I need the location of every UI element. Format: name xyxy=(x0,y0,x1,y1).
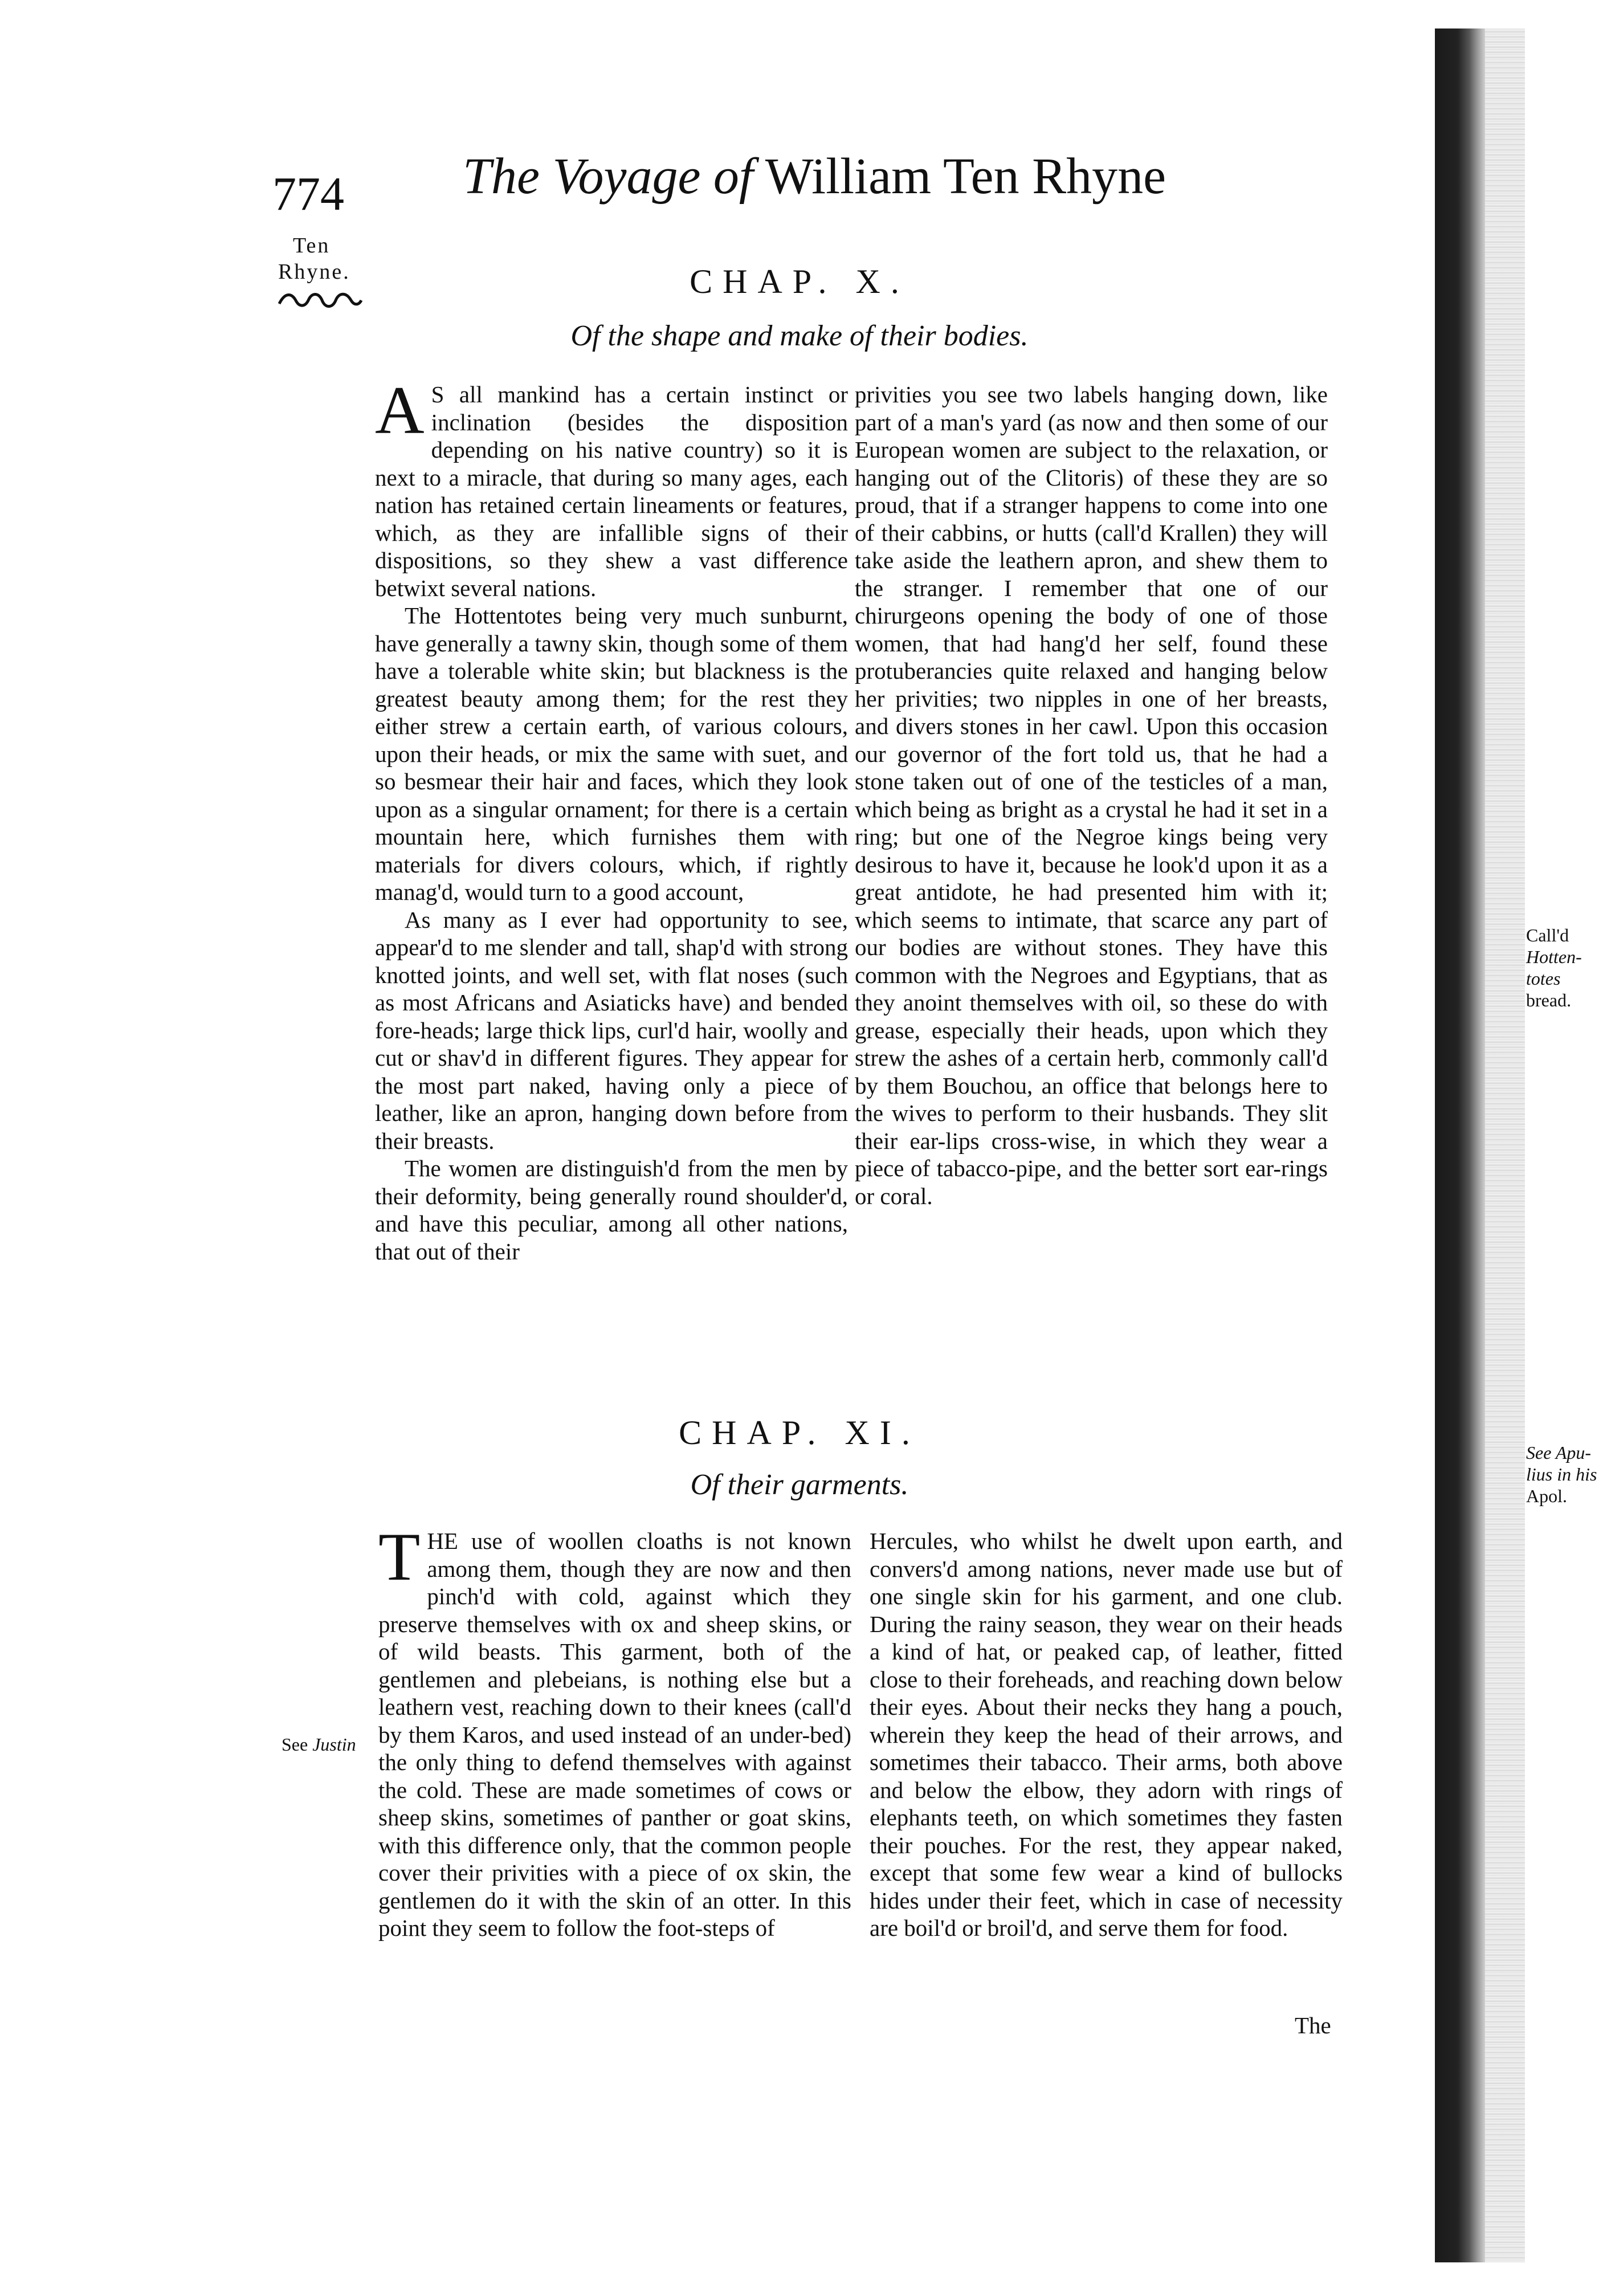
chapter-x-para-1 xyxy=(375,372,848,602)
margin-note-apuleius-line2: lius in his xyxy=(1526,1464,1597,1485)
chapter-xi-dropcap: T xyxy=(378,1519,421,1594)
book-binding-edge xyxy=(1435,28,1485,2262)
running-head-name: William Ten Rhyne xyxy=(765,148,1166,205)
chapter-x-title: CHAP. X. xyxy=(690,263,909,300)
margin-note-apuleius-line1: See Apu- xyxy=(1526,1442,1592,1463)
chapter-xi-para-1-text: HE use of woollen cloaths is not known among them, though they are now and then pinch'd with cold, against which they preserve themselves with ox and sheep skins, or of wild beasts. This garment, both of the gentlemen and plebeians, is nothing else but a leathern vest, reaching down to their knees (call'd by them Karos, and used instead of an under-bed) the only thing to defend themselves with against the cold. These are made sometimes of cows or sheep skins, sometimes of panther or goat skins, with this difference only, that the common people cover their privities with a piece of ox skin, the gentlemen do it with the skin of an otter. In this point they seem to follow the foot-steps of xyxy=(378,1528,851,1941)
margin-note-bread-line4: bread. xyxy=(1526,990,1572,1010)
margin-note-justin-prefix: See xyxy=(282,1734,308,1755)
chapter-xi-column-left xyxy=(378,1519,851,1942)
running-head-prefix: The Voyage of xyxy=(463,148,753,205)
chapter-x-para-1-text: S all mankind has a certain instinct or inclination (besides the disposition depending on his native country) so it is next to a miracle, that during so many ages, each nation has retained certain lineaments or features, which, as they are infallible signs of their dispositions, so they shew a vast difference betwixt several nations. xyxy=(375,381,848,601)
chapter-xi-para-2: Hercules, who whilst he dwelt upon earth, and convers'd among nations, never made use but of one single skin for his garment, and one club. During the rainy season, they wear on their heads a kind of hat, or peaked cap, of leather, fitted close to their foreheads, and reaching down below their eyes. About their necks they hang a pouch, wherein they keep the head of their arrows, and sometimes their tabacco. Their arms, both above and below the elbow, they adorn with rings of elephants teeth, on which sometimes they fasten their pouches. For the rest, they appear naked, except that some few wear a kind of bullocks hides under their feet, which in case of necessity are boil'd or broil'd, and serve them for food. xyxy=(870,1528,1343,1941)
margin-note-justin xyxy=(282,1734,356,1755)
margin-author-line2: Rhyne. xyxy=(278,260,350,284)
margin-note-apuleius-line3: Apol. xyxy=(1526,1486,1567,1506)
book-binding-texture xyxy=(1485,28,1525,2262)
margin-note-justin-name: Justin xyxy=(312,1734,356,1755)
chapter-x-column-right xyxy=(855,381,1328,1210)
chapter-x-para-3: As many as I ever had opportunity to see, appear'd to me slender and tall, shap'd with strong knotted joints, and well set, with flat noses (such as most Africans and Asiaticks have) and bended fore-heads; large thick lips, curl'd hair, woolly and cut or shav'd in different figures. They appear for the most part naked, having only a piece of leather, like an apron, hanging down before from their breasts. xyxy=(375,906,848,1154)
chapter-x-subtitle: Of the shape and make of their bodies. xyxy=(570,320,1029,352)
chapter-x-para-5: privities you see two labels hanging down, like part of a man's yard (as now and then some of our European women are subject to the relaxation, or hanging out of the Clitoris) of these they are so proud, that if a stranger happens to come into one of their cabbins, or hutts (call'd Krallen) they will take aside the leathern apron, and shew them to the stranger. I remember that one of our chirurgeons opening the body of one of those women, that had hang'd her self, found these protuberancies quite relaxed and hanging below her privities; two nipples in one of her breasts, and divers stones in her cawl. Upon this occasion our governor of the fort told us, that he had a stone taken out of one of the testicles of a man, which being as bright as a crystal he had it set in a ring; but one of the Negroe kings being very desirous to have it, because he look'd upon it as a great antidote, he had presented him with it; which seems to intimate, that scarce any part of our bodies are without stones. They have this common with the Negroes and Egyptians, that as they anoint themselves with oil, so these do with grease, especially their heads, upon which they strew the ashes of a certain herb, commonly call'd by them Bouchou, an office that belongs here to the wives to perform to their husbands. They slit their ear-lips cross-wise, in which they wear a piece of tabacco-pipe, and the better sort ear-rings or coral. xyxy=(855,381,1328,1209)
chapter-xi-title: CHAP. XI. xyxy=(679,1414,920,1451)
chapter-xi-column-right xyxy=(870,1527,1343,1942)
chapter-x-column-left xyxy=(375,372,848,1265)
chapter-xi-para-1 xyxy=(378,1519,851,1942)
chapter-xi-subtitle: Of their garments. xyxy=(690,1469,909,1501)
running-head xyxy=(463,147,1166,206)
margin-note-bread-line3: totes xyxy=(1526,968,1561,989)
page-number: 774 xyxy=(272,168,344,221)
catchword: The xyxy=(1295,2012,1331,2038)
margin-note-bread-line1: Call'd xyxy=(1526,925,1569,945)
chapter-x-para-2: The Hottentotes being very much sunburnt, have generally a tawny skin, though some of them have a tolerable white skin; but blackness is the greatest beauty among them; for the rest they either strew a certain earth, of various colours, upon their heads, or mix the same with suet, and so besmear their hair and faces, which they look upon as a singular ornament; for there is a certain mountain here, which furnishes them with materials for divers colours, which, if rightly manag'd, would turn to a good account, xyxy=(375,602,848,905)
chapter-x-para-4: The women are distinguish'd from the men by their deformity, being generally round shoulder'd, and have this peculiar, among all other nations, that out of their xyxy=(375,1155,848,1265)
margin-author-line1: Ten xyxy=(293,234,331,258)
chapter-x-dropcap: A xyxy=(375,372,425,448)
margin-note-bread-line2: Hotten- xyxy=(1526,947,1582,967)
margin-note-hottentotes-bread xyxy=(1526,924,1582,1011)
